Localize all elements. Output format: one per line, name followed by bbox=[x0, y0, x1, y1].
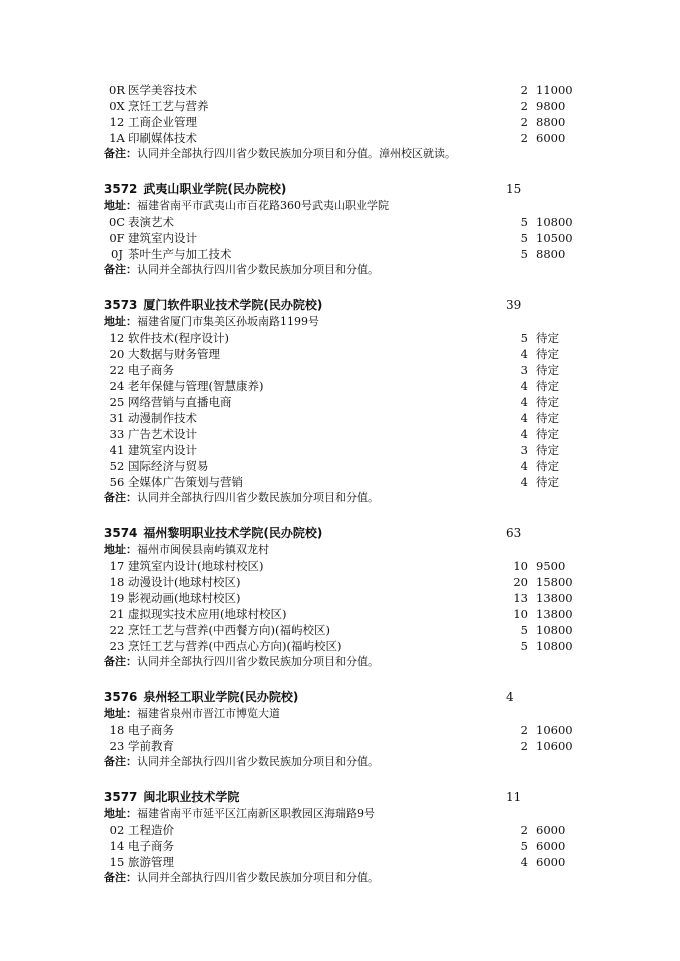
school-block bbox=[0, 296, 680, 506]
address-row bbox=[0, 314, 680, 330]
major-code: 25 bbox=[109, 395, 125, 409]
school-total: 4 bbox=[506, 690, 514, 704]
major-row bbox=[0, 98, 680, 114]
school-name: 武夷山职业学院(民办院校) bbox=[143, 182, 287, 196]
major-count: 2 bbox=[520, 131, 528, 145]
major-name: 广告艺术设计 bbox=[128, 427, 197, 441]
major-row bbox=[0, 738, 680, 754]
address-row bbox=[0, 806, 680, 822]
remark-row bbox=[0, 870, 680, 886]
school-title bbox=[104, 688, 298, 706]
major-row bbox=[0, 458, 680, 474]
major-count: 2 bbox=[520, 723, 528, 737]
document-page bbox=[0, 82, 680, 886]
major-row bbox=[0, 854, 680, 870]
major-name: 烹饪工艺与营养(中西餐方向)(福屿校区) bbox=[128, 623, 330, 637]
school-code: 3574 bbox=[104, 526, 138, 540]
school-header bbox=[0, 180, 680, 198]
major-name: 网络营销与直播电商 bbox=[128, 395, 232, 409]
major-fee: 10800 bbox=[536, 623, 573, 637]
school-title bbox=[104, 788, 239, 806]
school-code: 3576 bbox=[104, 690, 138, 704]
major-row bbox=[0, 622, 680, 638]
address-text: 福州市闽侯县南屿镇双龙村 bbox=[137, 543, 269, 556]
address-row bbox=[0, 198, 680, 214]
school-code: 3573 bbox=[104, 298, 138, 312]
school-block bbox=[0, 688, 680, 770]
major-fee: 6000 bbox=[536, 131, 566, 145]
major-count: 5 bbox=[520, 215, 528, 229]
major-fee: 9500 bbox=[536, 559, 566, 573]
remark-text: 认同并全部执行四川省少数民族加分项目和分值。 bbox=[137, 655, 379, 668]
school-title bbox=[104, 180, 286, 198]
school-code: 3577 bbox=[104, 790, 138, 804]
school-header bbox=[0, 688, 680, 706]
major-fee: 6000 bbox=[536, 855, 566, 869]
major-code: 23 bbox=[109, 639, 125, 653]
major-fee: 待定 bbox=[536, 379, 559, 393]
major-name: 软件技术(程序设计) bbox=[128, 331, 229, 345]
major-fee: 8800 bbox=[536, 247, 566, 261]
major-code: 52 bbox=[109, 459, 125, 473]
major-name: 国际经济与贸易 bbox=[128, 459, 209, 473]
major-count: 13 bbox=[513, 591, 528, 605]
major-code: 19 bbox=[109, 591, 125, 605]
major-fee: 待定 bbox=[536, 411, 559, 425]
major-fee: 6000 bbox=[536, 839, 566, 853]
major-fee: 10800 bbox=[536, 215, 573, 229]
major-fee: 10600 bbox=[536, 723, 573, 737]
major-row bbox=[0, 246, 680, 262]
major-name: 工程造价 bbox=[128, 823, 174, 837]
major-name: 烹饪工艺与营养 bbox=[128, 99, 209, 113]
school-block bbox=[0, 180, 680, 278]
address-label: 地址： bbox=[104, 315, 137, 328]
major-name: 医学美容技术 bbox=[128, 83, 197, 97]
major-fee: 10600 bbox=[536, 739, 573, 753]
major-row bbox=[0, 822, 680, 838]
major-fee: 待定 bbox=[536, 395, 559, 409]
major-code: 21 bbox=[109, 607, 125, 621]
school-block bbox=[0, 788, 680, 886]
major-code: 15 bbox=[109, 855, 125, 869]
major-fee: 待定 bbox=[536, 443, 559, 457]
school-name: 泉州轻工职业学院(民办院校) bbox=[143, 690, 299, 704]
major-code: 22 bbox=[109, 623, 125, 637]
school-name: 厦门软件职业技术学院(民办院校) bbox=[143, 298, 323, 312]
major-code: 0C bbox=[108, 215, 126, 229]
major-code: 12 bbox=[109, 115, 125, 129]
major-fee: 6000 bbox=[536, 823, 566, 837]
remark-label: 备注： bbox=[104, 491, 137, 504]
major-row bbox=[0, 114, 680, 130]
major-code: 20 bbox=[109, 347, 125, 361]
major-count: 4 bbox=[520, 347, 528, 361]
major-count: 2 bbox=[520, 83, 528, 97]
major-code: 02 bbox=[109, 823, 125, 837]
major-name: 茶叶生产与加工技术 bbox=[128, 247, 232, 261]
major-row bbox=[0, 638, 680, 654]
remark-label: 备注： bbox=[104, 147, 137, 160]
major-count: 4 bbox=[520, 459, 528, 473]
school-title bbox=[104, 524, 322, 542]
major-count: 5 bbox=[520, 839, 528, 853]
remark-row bbox=[0, 146, 680, 162]
address-text: 福建省泉州市晋江市博览大道 bbox=[137, 707, 280, 720]
major-name: 建筑室内设计(地球村校区) bbox=[128, 559, 264, 573]
major-row bbox=[0, 394, 680, 410]
major-code: 31 bbox=[109, 411, 125, 425]
major-count: 3 bbox=[520, 363, 528, 377]
school-header bbox=[0, 788, 680, 806]
address-row bbox=[0, 706, 680, 722]
major-row bbox=[0, 330, 680, 346]
remark-text: 认同并全部执行四川省少数民族加分项目和分值。 bbox=[137, 871, 379, 884]
remark-row bbox=[0, 754, 680, 770]
major-name: 学前教育 bbox=[128, 739, 174, 753]
major-row bbox=[0, 214, 680, 230]
major-name: 电子商务 bbox=[128, 839, 174, 853]
major-row bbox=[0, 230, 680, 246]
major-name: 虚拟现实技术应用(地球村校区) bbox=[128, 607, 287, 621]
major-fee: 9800 bbox=[536, 99, 566, 113]
major-count: 5 bbox=[520, 623, 528, 637]
major-code: 24 bbox=[109, 379, 125, 393]
major-name: 全媒体广告策划与营销 bbox=[128, 475, 243, 489]
address-label: 地址： bbox=[104, 807, 137, 820]
major-fee: 15800 bbox=[536, 575, 573, 589]
remark-label: 备注： bbox=[104, 755, 137, 768]
remark-text: 认同并全部执行四川省少数民族加分项目和分值。 bbox=[137, 491, 379, 504]
major-count: 5 bbox=[520, 331, 528, 345]
major-row bbox=[0, 346, 680, 362]
major-row bbox=[0, 474, 680, 490]
remark-label: 备注： bbox=[104, 655, 137, 668]
major-count: 4 bbox=[520, 395, 528, 409]
major-row bbox=[0, 130, 680, 146]
major-count: 4 bbox=[520, 855, 528, 869]
major-fee: 11000 bbox=[536, 83, 573, 97]
remark-label: 备注： bbox=[104, 871, 137, 884]
remark-row bbox=[0, 490, 680, 506]
major-fee: 待定 bbox=[536, 347, 559, 361]
major-row bbox=[0, 378, 680, 394]
major-name: 工商企业管理 bbox=[128, 115, 197, 129]
school-block bbox=[0, 524, 680, 670]
remark-row bbox=[0, 654, 680, 670]
major-name: 建筑室内设计 bbox=[128, 231, 197, 245]
major-row bbox=[0, 838, 680, 854]
major-code: 18 bbox=[109, 723, 125, 737]
major-code: 17 bbox=[109, 559, 125, 573]
major-row bbox=[0, 410, 680, 426]
address-row bbox=[0, 542, 680, 558]
major-fee: 待定 bbox=[536, 459, 559, 473]
school-total: 39 bbox=[506, 298, 522, 312]
major-row bbox=[0, 606, 680, 622]
major-count: 10 bbox=[513, 607, 528, 621]
major-count: 2 bbox=[520, 823, 528, 837]
major-row bbox=[0, 558, 680, 574]
major-count: 5 bbox=[520, 231, 528, 245]
major-name: 影视动画(地球村校区) bbox=[128, 591, 241, 605]
school-total: 11 bbox=[506, 790, 522, 804]
major-name: 动漫设计(地球村校区) bbox=[128, 575, 241, 589]
major-count: 2 bbox=[520, 99, 528, 113]
major-code: 0J bbox=[111, 247, 123, 261]
address-label: 地址： bbox=[104, 707, 137, 720]
major-name: 表演艺术 bbox=[128, 215, 174, 229]
major-row bbox=[0, 82, 680, 98]
major-code: 14 bbox=[109, 839, 125, 853]
school-name: 闽北职业技术学院 bbox=[143, 790, 240, 804]
major-fee: 待定 bbox=[536, 363, 559, 377]
major-count: 5 bbox=[520, 639, 528, 653]
address-text: 福建省厦门市集美区孙坂南路1199号 bbox=[137, 315, 319, 328]
major-code: 18 bbox=[109, 575, 125, 589]
major-row bbox=[0, 442, 680, 458]
remark-row bbox=[0, 262, 680, 278]
major-fee: 10800 bbox=[536, 639, 573, 653]
major-code: 1A bbox=[109, 131, 125, 145]
remark-label: 备注： bbox=[104, 263, 137, 276]
major-fee: 8800 bbox=[536, 115, 566, 129]
address-text: 福建省南平市武夷山市百花路360号武夷山职业学院 bbox=[137, 199, 389, 212]
major-name: 印刷媒体技术 bbox=[128, 131, 197, 145]
address-label: 地址： bbox=[104, 543, 137, 556]
school-total: 63 bbox=[506, 526, 522, 540]
major-fee: 13800 bbox=[536, 591, 573, 605]
major-code: 0F bbox=[109, 231, 125, 245]
major-row bbox=[0, 574, 680, 590]
major-code: 56 bbox=[109, 475, 125, 489]
first-block bbox=[0, 82, 680, 162]
major-name: 电子商务 bbox=[128, 723, 174, 737]
major-code: 23 bbox=[109, 739, 125, 753]
remark-text: 认同并全部执行四川省少数民族加分项目和分值。 bbox=[137, 755, 379, 768]
major-code: 33 bbox=[109, 427, 125, 441]
major-name: 旅游管理 bbox=[128, 855, 174, 869]
major-name: 动漫制作技术 bbox=[128, 411, 197, 425]
major-code: 0X bbox=[109, 99, 125, 113]
major-code: 0R bbox=[109, 83, 125, 97]
school-title bbox=[104, 296, 322, 314]
major-fee: 10500 bbox=[536, 231, 573, 245]
major-name: 大数据与财务管理 bbox=[128, 347, 220, 361]
major-count: 10 bbox=[513, 559, 528, 573]
major-row bbox=[0, 362, 680, 378]
school-name: 福州黎明职业技术学院(民办院校) bbox=[143, 526, 323, 540]
major-name: 烹饪工艺与营养(中西点心方向)(福屿校区) bbox=[128, 639, 342, 653]
major-fee: 待定 bbox=[536, 331, 559, 345]
address-text: 福建省南平市延平区江南新区职教园区海瑞路9号 bbox=[137, 807, 375, 820]
major-name: 电子商务 bbox=[128, 363, 174, 377]
school-code: 3572 bbox=[104, 182, 138, 196]
school-header bbox=[0, 524, 680, 542]
major-count: 4 bbox=[520, 379, 528, 393]
address-label: 地址： bbox=[104, 199, 137, 212]
major-count: 3 bbox=[520, 443, 528, 457]
major-count: 5 bbox=[520, 247, 528, 261]
major-code: 41 bbox=[109, 443, 125, 457]
remark-text: 认同并全部执行四川省少数民族加分项目和分值。 bbox=[137, 263, 379, 276]
major-count: 20 bbox=[513, 575, 528, 589]
school-header bbox=[0, 296, 680, 314]
major-count: 4 bbox=[520, 475, 528, 489]
major-fee: 13800 bbox=[536, 607, 573, 621]
major-code: 12 bbox=[109, 331, 125, 345]
major-code: 22 bbox=[109, 363, 125, 377]
major-fee: 待定 bbox=[536, 427, 559, 441]
major-name: 老年保健与管理(智慧康养) bbox=[128, 379, 264, 393]
major-fee: 待定 bbox=[536, 475, 559, 489]
major-count: 4 bbox=[520, 411, 528, 425]
remark-text: 认同并全部执行四川省少数民族加分项目和分值。漳州校区就读。 bbox=[137, 147, 456, 160]
major-row bbox=[0, 426, 680, 442]
major-count: 2 bbox=[520, 739, 528, 753]
school-list bbox=[0, 180, 680, 886]
major-count: 2 bbox=[520, 115, 528, 129]
major-count: 4 bbox=[520, 427, 528, 441]
major-row bbox=[0, 590, 680, 606]
major-name: 建筑室内设计 bbox=[128, 443, 197, 457]
major-row bbox=[0, 722, 680, 738]
school-total: 15 bbox=[506, 182, 522, 196]
